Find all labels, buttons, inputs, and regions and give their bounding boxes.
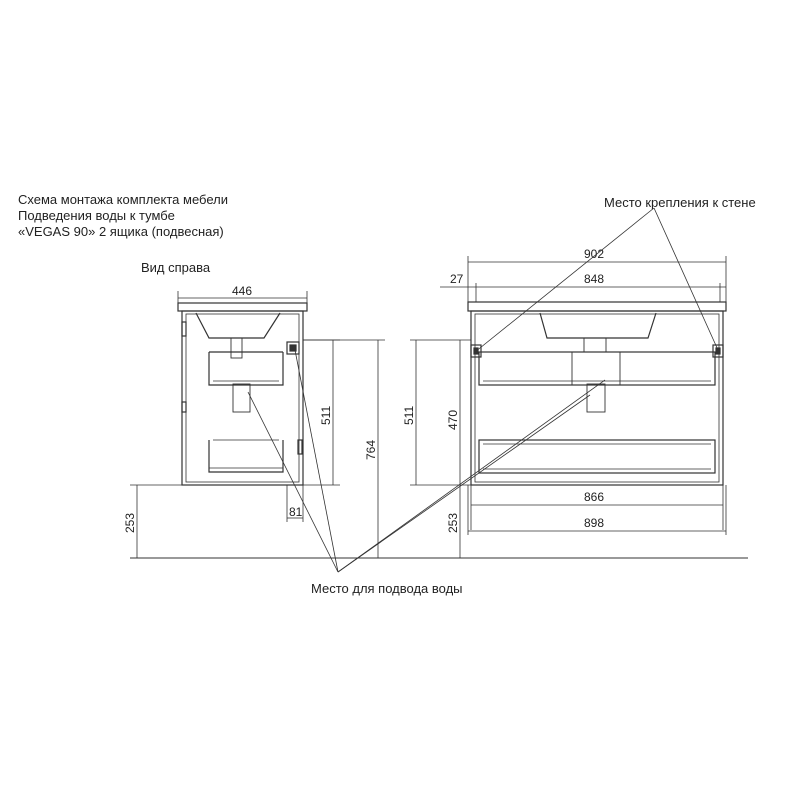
side-upper-drawer xyxy=(209,352,283,385)
title-line-3: «VEGAS 90» 2 ящика (подвесная) xyxy=(18,224,224,239)
front-basin xyxy=(540,313,656,338)
side-basin xyxy=(196,313,280,338)
front-siphon-top xyxy=(584,338,606,352)
dim-446: 446 xyxy=(232,284,253,298)
front-countertop xyxy=(468,302,726,311)
dim-866: 866 xyxy=(584,490,605,504)
side-siphon-bottom xyxy=(233,384,250,412)
side-countertop xyxy=(178,303,307,311)
water-supply-label: Место для подвода воды xyxy=(311,581,463,596)
dim-253-front: 253 xyxy=(446,512,460,533)
side-dimension-lines xyxy=(130,291,385,558)
front-siphon-bottom xyxy=(587,384,605,412)
wall-mount-label: Место крепления к стене xyxy=(604,195,756,210)
front-upper-drawer xyxy=(479,352,715,385)
side-cabinet-inner xyxy=(186,314,299,482)
leader-lines xyxy=(248,208,718,572)
dim-902: 902 xyxy=(584,247,605,261)
dim-470: 470 xyxy=(446,409,460,430)
side-handle-mid xyxy=(182,402,186,412)
side-view xyxy=(178,303,307,485)
dim-848: 848 xyxy=(584,272,605,286)
dim-764: 764 xyxy=(364,439,378,460)
side-cabinet-body xyxy=(182,311,303,485)
side-siphon-top xyxy=(231,338,242,358)
dim-81: 81 xyxy=(289,505,303,519)
dim-898: 898 xyxy=(584,516,605,530)
dim-253-side: 253 xyxy=(123,512,137,533)
dim-511-side: 511 xyxy=(319,405,333,425)
side-lower-drawer xyxy=(209,440,283,472)
front-cabinet-body xyxy=(471,311,723,485)
side-handle-top xyxy=(182,322,186,336)
title-line-1: Схема монтажа комплекта мебели xyxy=(18,192,228,207)
dim-27: 27 xyxy=(450,272,464,286)
front-view xyxy=(468,302,726,485)
dim-511-front: 511 xyxy=(402,405,416,425)
side-view-label: Вид справа xyxy=(141,260,211,275)
title-line-2: Подведения воды к тумбе xyxy=(18,208,175,223)
